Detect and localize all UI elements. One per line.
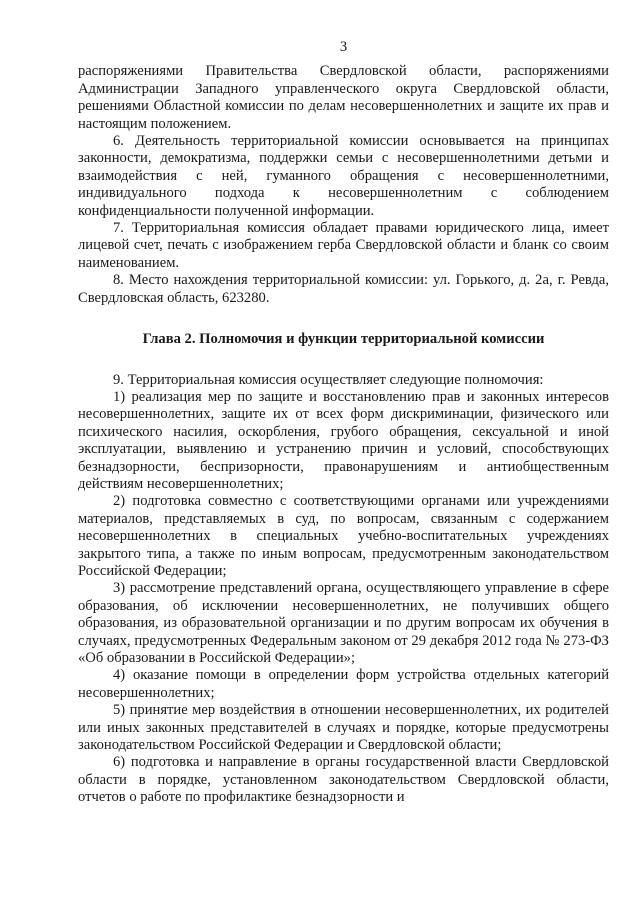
chapter-heading: Глава 2. Полномочия и функции территориальной комиссии bbox=[142, 331, 545, 348]
paragraph-item-8: 8. Место нахождения территориальной комиссии: ул. Горького, д. 2а, г. Ревда, Свердловская область, 623280. bbox=[78, 272, 609, 306]
paragraph-item-7: 7. Территориальная комиссия обладает правами юридического лица, имеет лицевой счет, печать с изображением герба Свердловской области и бланк со своим наименованием. bbox=[78, 220, 609, 271]
subitem-4: 4) оказание помощи в определении форм устройства отдельных категорий несовершеннолетних; bbox=[78, 667, 609, 701]
subitem-3: 3) рассмотрение представлений органа, осуществляющего управление в сфере образования, об исключении несовершеннолетних, не получивших общего образования, из образовательной организации и по другим вопросам их обучения в случаях, предусмотренных Федеральным законом от 29 декабря 2012 года № 273-ФЗ «Об образовании в Российской Федерации»; bbox=[78, 580, 609, 666]
subitem-5: 5) принятие мер воздействия в отношении несовершеннолетних, их родителей или иных законных представителей в случаях и порядке, которые предусмотрены законодательством Российской Федерации и Свердловской области; bbox=[78, 702, 609, 754]
paragraph-item-9: 9. Территориальная комиссия осуществляет следующие полномочия: bbox=[113, 371, 544, 388]
page-number: 3 bbox=[339, 39, 348, 55]
subitem-6: 6) подготовка и направление в органы государственной власти Свердловской области в порядке, установленном законодательством Свердловской области, отчетов о работе по профилактике безнадзорности и bbox=[78, 754, 609, 806]
paragraph-item-6: 6. Деятельность территориальной комиссии основывается на принципах законности, демократизма, поддержки семьи с несовершеннолетними детьми и взаимодействия с ней, гуманного обращения с несовершеннолетними, индивидуального подхода к несовершеннолетним с соблюдением конфиденциальности полученной информации. bbox=[78, 133, 609, 219]
paragraph-continuation: распоряжениями Правительства Свердловской области, распоряжениями Администрации Западного управленческого округа Свердловской области, решениями Областной комиссии по делам несовершеннолетних и защите их прав и настоящим положением. bbox=[78, 63, 609, 132]
subitem-1: 1) реализация мер по защите и восстановлению прав и законных интересов несовершеннолетних, защите их от всех форм дискриминации, физического или психического насилия, оскорбления, грубого обращения, сексуальной и иной эксплуатации, выявлению и устранению причин и условий, способствующих безнадзорности, беспризорности, правонарушениям и антиобщественным действиям несовершеннолетних; bbox=[78, 388, 609, 492]
subitem-2: 2) подготовка совместно с соответствующими органами или учреждениями материалов, представляемых в суд, по вопросам, связанным с содержанием несовершеннолетних в специальных учебно-воспитательных учреждениях закрытого типа, а также по иным вопросам, предусмотренным законодательством Российской Федерации; bbox=[78, 493, 609, 579]
